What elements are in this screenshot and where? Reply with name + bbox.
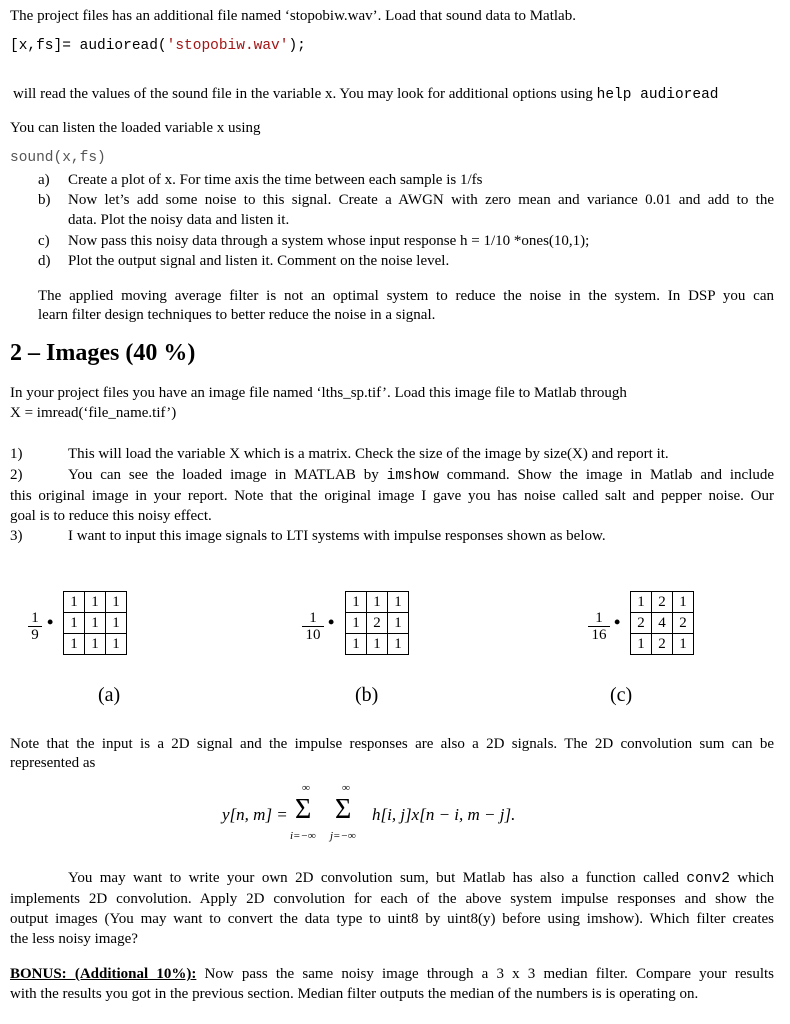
sum-2-bottom: j=−∞ bbox=[330, 830, 356, 842]
conv2-para-line-2: implements 2D convolution. Apply 2D convolution for each of the above system impulse responses and show the bbox=[10, 891, 774, 907]
kernel-cell: 1 bbox=[388, 634, 409, 655]
sum-1-sigma: Σ bbox=[295, 794, 312, 825]
imshow-code: imshow bbox=[386, 468, 439, 484]
kernel-cell: 1 bbox=[346, 634, 367, 655]
equation-lhs: y[n, m] = bbox=[222, 805, 288, 824]
item-c-marker: c) bbox=[38, 233, 50, 249]
section-2-title: 2 – Images (40 %) bbox=[10, 340, 196, 366]
kernel-cell: 1 bbox=[64, 592, 85, 613]
kernel-c-label: (c) bbox=[610, 684, 633, 706]
s2-item-3-text: I want to input this image signals to LTI systems with impulse responses shown as below. bbox=[68, 528, 606, 544]
kernel-cell: 1 bbox=[367, 634, 388, 655]
item-b-marker: b) bbox=[38, 192, 51, 208]
item-a-marker: a) bbox=[38, 172, 50, 188]
item-a-text: Create a plot of x. For time axis the time between each sample is 1/fs bbox=[68, 172, 483, 188]
kernel-b-dot: • bbox=[328, 612, 335, 632]
item-d-marker: d) bbox=[38, 253, 51, 269]
kernel-b-matrix bbox=[345, 591, 409, 655]
kernel-b-numerator: 1 bbox=[309, 610, 317, 626]
s2-item-2-text-b: command. Show the image in Matlab and include bbox=[446, 467, 775, 483]
kernel-c-denominator: 16 bbox=[591, 627, 607, 643]
intro-line-2 bbox=[13, 84, 718, 105]
sum-2-top: ∞ bbox=[342, 782, 350, 794]
kernel-c-matrix bbox=[630, 591, 694, 655]
kernel-b-label: (b) bbox=[355, 684, 379, 706]
kernel-a-dot: • bbox=[47, 612, 54, 632]
conv2-text-a: You may want to write your own 2D convolution sum, but Matlab has also a function called bbox=[68, 870, 679, 886]
sum-2-sigma: Σ bbox=[335, 794, 352, 825]
s2-item-1-marker: 1) bbox=[10, 446, 23, 462]
intro-line-1: The project files has an additional file named ‘stopobiw.wav’. Load that sound data to Matlab. bbox=[10, 8, 576, 24]
conv2-code: conv2 bbox=[686, 871, 730, 887]
conv-note-line-1: Note that the input is a 2D signal and the impulse responses are also a 2D signals. The 2D convolution sum can be bbox=[10, 736, 774, 752]
kernel-cell: 1 bbox=[106, 592, 127, 613]
kernel-a-denominator: 9 bbox=[31, 627, 39, 643]
kernel-cell: 2 bbox=[652, 592, 673, 613]
conv-note-line-2: represented as bbox=[10, 755, 96, 771]
kernel-cell: 1 bbox=[106, 634, 127, 655]
kernel-cell: 1 bbox=[367, 592, 388, 613]
conv2-para-line-4: the less noisy image? bbox=[10, 931, 138, 947]
sum-1-top: ∞ bbox=[302, 782, 310, 794]
kernel-cell: 2 bbox=[652, 634, 673, 655]
kernel-c-dot: • bbox=[614, 612, 621, 632]
kernel-cell: 1 bbox=[85, 613, 106, 634]
kernel-a-matrix bbox=[63, 591, 127, 655]
sum-1-bottom: i=−∞ bbox=[290, 830, 316, 842]
kernel-a-numerator: 1 bbox=[31, 610, 39, 626]
kernel-c-fraction bbox=[588, 610, 610, 643]
conv2-text-b: which bbox=[737, 870, 775, 886]
kernel-cell: 2 bbox=[673, 613, 694, 634]
filter-note-line-1: The applied moving average filter is not an optimal system to reduce the noise in the system. In DSP you can bbox=[38, 288, 774, 304]
help-code: help audioread bbox=[596, 87, 719, 103]
kernel-b-fraction bbox=[302, 610, 324, 643]
kernel-a-label: (a) bbox=[98, 684, 121, 706]
s2-item-2-marker: 2) bbox=[10, 467, 23, 483]
audioread-code bbox=[10, 38, 306, 54]
section-2-intro-1: In your project files you have an image file named ‘lths_sp.tif’. Load this image file to Matlab through bbox=[10, 385, 627, 401]
item-c-text: Now pass this noisy data through a system whose input response h = 1/10 *ones(10,1); bbox=[68, 233, 590, 249]
kernel-cell: 1 bbox=[346, 592, 367, 613]
kernel-cell: 2 bbox=[367, 613, 388, 634]
kernel-cell: 1 bbox=[64, 634, 85, 655]
bonus-text-1: Now pass the same noisy image through a 3 x 3 median filter. Compare your results bbox=[204, 966, 775, 982]
bonus-line-2: with the results you got in the previous section. Median filter outputs the median of the numbers is is operating on. bbox=[10, 986, 699, 1002]
kernel-cell: 1 bbox=[85, 592, 106, 613]
code-end: ); bbox=[288, 38, 306, 54]
kernel-c-numerator: 1 bbox=[595, 610, 603, 626]
equation-term: h[i, j]x[n − i, m − j]. bbox=[372, 805, 516, 824]
item-b-text-2: data. Plot the noisy data and listen it. bbox=[68, 212, 290, 228]
item-d-text: Plot the output signal and listen it. Comment on the noise level. bbox=[68, 253, 450, 269]
kernel-cell: 1 bbox=[631, 634, 652, 655]
section-2-intro-2: X = imread(‘file_name.tif’) bbox=[10, 405, 177, 421]
sound-code: sound(x,fs) bbox=[10, 150, 106, 166]
s2-item-2-text-a: You can see the loaded image in MATLAB by bbox=[68, 467, 379, 483]
kernel-cell: 1 bbox=[673, 592, 694, 613]
intro-line-3: You can listen the loaded variable x using bbox=[10, 120, 261, 136]
kernel-cell: 2 bbox=[631, 613, 652, 634]
kernel-cell: 1 bbox=[106, 613, 127, 634]
kernel-cell: 1 bbox=[85, 634, 106, 655]
kernel-cell: 1 bbox=[631, 592, 652, 613]
filter-note-line-2: learn filter design techniques to better reduce the noise in a signal. bbox=[38, 307, 436, 323]
conv2-para-line-1 bbox=[68, 868, 774, 889]
kernel-cell: 1 bbox=[673, 634, 694, 655]
kernel-cell: 1 bbox=[346, 613, 367, 634]
kernel-cell: 1 bbox=[388, 592, 409, 613]
kernel-a-fraction bbox=[28, 610, 42, 643]
s2-item-3-marker: 3) bbox=[10, 528, 23, 544]
kernel-cell: 1 bbox=[388, 613, 409, 634]
intro-line-2-text: will read the values of the sound file in the variable x. You may look for additional options using bbox=[13, 86, 593, 102]
kernel-cell: 1 bbox=[64, 613, 85, 634]
kernel-cell: 4 bbox=[652, 613, 673, 634]
conv2-para-line-3: output images (You may want to convert the data type to uint8 by uint8(y) before using imshow). Which filter creates bbox=[10, 911, 774, 927]
kernel-b-denominator: 10 bbox=[305, 627, 321, 643]
bonus-label: BONUS: (Additional 10%): bbox=[10, 966, 197, 982]
bonus-line-1 bbox=[10, 964, 774, 984]
s2-item-2-line-3: goal is to reduce this noisy effect. bbox=[10, 508, 212, 524]
code-lhs: [x,fs]= audioread( bbox=[10, 38, 167, 54]
s2-item-2-line-1 bbox=[68, 465, 774, 486]
code-string: 'stopobiw.wav' bbox=[166, 38, 289, 54]
item-b-text: Now let’s add some noise to this signal. Create a AWGN with zero mean and variance 0.01 and add to the bbox=[68, 192, 774, 208]
s2-item-1-text: This will load the variable X which is a matrix. Check the size of the image by size(X) and report it. bbox=[68, 446, 669, 462]
s2-item-2-line-2: this original image in your report. Note that the original image I gave you has noise called salt and pepper noise. Our bbox=[10, 488, 774, 504]
